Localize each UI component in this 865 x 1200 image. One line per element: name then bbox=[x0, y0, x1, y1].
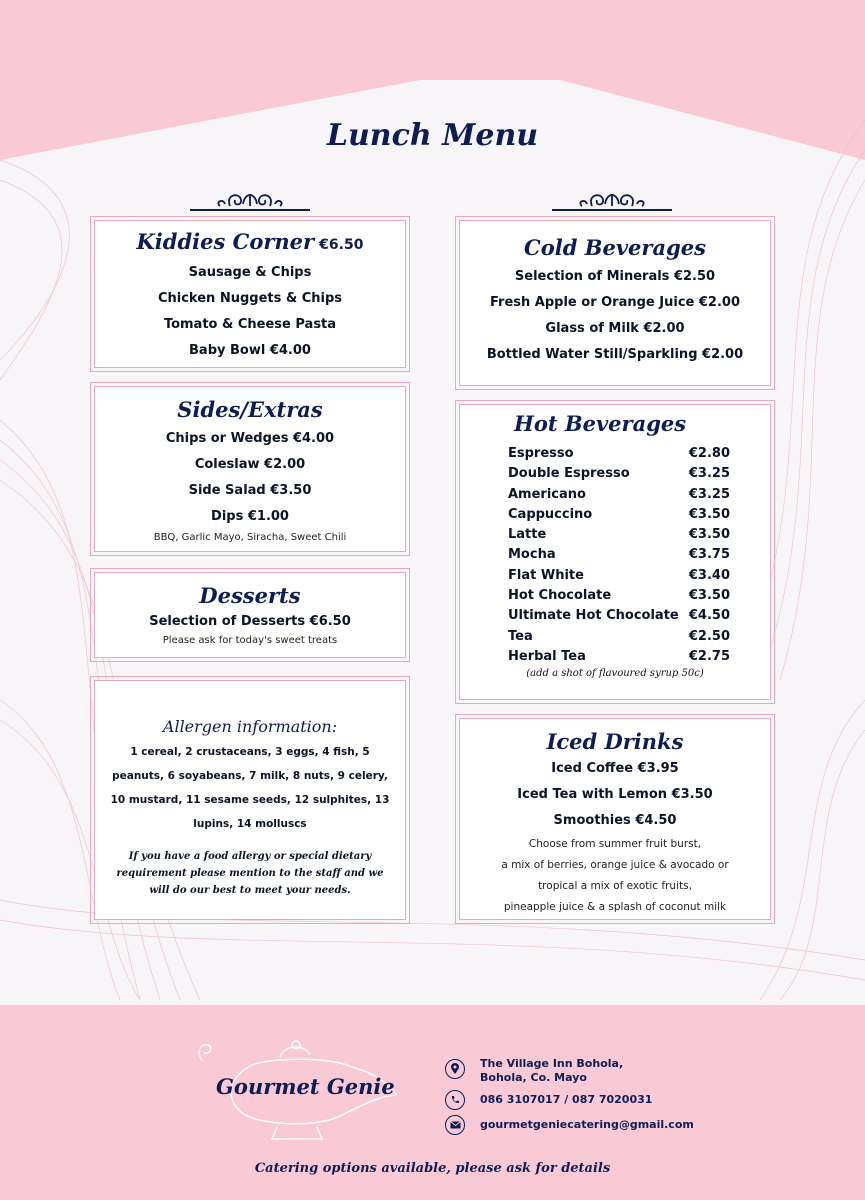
menu-item: Iced Tea with Lemon €3.50 bbox=[517, 787, 713, 802]
menu-row bbox=[508, 444, 730, 464]
menu-item: Chicken Nuggets & Chips bbox=[157, 291, 343, 306]
item-price: €3.40 bbox=[688, 567, 730, 583]
item-price: €2.75 bbox=[688, 648, 730, 664]
menu-row bbox=[508, 627, 730, 647]
smoothie-note: a mix of berries, orange juice & avocado or bbox=[501, 859, 729, 871]
hot-beverages-section bbox=[459, 404, 771, 700]
menu-item: Glass of Milk €2.00 bbox=[545, 321, 685, 336]
section-heading: Kiddies Corner bbox=[136, 229, 315, 254]
menu-row bbox=[508, 586, 730, 606]
menu-row bbox=[508, 647, 730, 667]
menu-row bbox=[508, 525, 730, 545]
section-heading: Desserts bbox=[199, 583, 301, 608]
email-link[interactable]: gourmetgeniecatering@gmail.com bbox=[480, 1118, 694, 1131]
menu-item: Sausage & Chips bbox=[188, 265, 312, 280]
menu-item: Bottled Water Still/Sparkling €2.00 bbox=[486, 347, 744, 362]
menu-row bbox=[508, 545, 730, 565]
item-name: Americano bbox=[508, 486, 586, 502]
item-price: €2.50 bbox=[688, 628, 730, 644]
mail-icon bbox=[445, 1115, 465, 1135]
smoothie-note: pineapple juice & a splash of coconut milk bbox=[503, 901, 727, 913]
address-line: The Village Inn Bohola, bbox=[480, 1057, 624, 1070]
menu-item: Smoothies €4.50 bbox=[553, 813, 677, 828]
menu-item: Coleslaw €2.00 bbox=[194, 457, 306, 472]
phone-number[interactable]: 086 3107017 / 087 7020031 bbox=[480, 1093, 653, 1106]
section-heading: Iced Drinks bbox=[546, 729, 684, 754]
address-line: Bohola, Co. Mayo bbox=[480, 1071, 587, 1084]
menu-row bbox=[508, 505, 730, 525]
menu-row bbox=[508, 464, 730, 484]
location-pin-icon bbox=[445, 1059, 465, 1079]
dips-note: BBQ, Garlic Mayo, Siracha, Sweet Chili bbox=[153, 532, 347, 543]
page-title: Lunch Menu bbox=[326, 118, 539, 153]
menu-item: Side Salad €3.50 bbox=[188, 483, 312, 498]
kiddies-corner-section bbox=[94, 220, 406, 368]
smoothie-note: Choose from summer fruit burst, bbox=[528, 838, 702, 850]
section-heading: Cold Beverages bbox=[524, 235, 706, 260]
menu-item: Chips or Wedges €4.00 bbox=[165, 431, 335, 446]
menu-item: Dips €1.00 bbox=[211, 509, 289, 524]
allergen-heading: Allergen information: bbox=[162, 717, 338, 736]
menu-item: Iced Coffee €3.95 bbox=[551, 761, 679, 776]
item-name: Hot Chocolate bbox=[508, 588, 612, 604]
menu-item: Fresh Apple or Orange Juice €2.00 bbox=[490, 295, 740, 310]
allergen-note: If you have a food allergy or special dietary requirement please mention to the staff and we will do our best to meet your needs. bbox=[116, 851, 384, 896]
item-name: Double Espresso bbox=[508, 466, 630, 482]
item-price: €3.50 bbox=[688, 588, 730, 604]
iced-drinks-section bbox=[459, 718, 771, 920]
menu-row bbox=[508, 485, 730, 505]
item-price: €3.50 bbox=[688, 527, 730, 543]
brand-name: Gourmet Genie bbox=[216, 1074, 395, 1099]
item-price: €3.50 bbox=[688, 506, 730, 522]
item-name: Mocha bbox=[508, 547, 556, 563]
cold-beverages-section bbox=[459, 220, 771, 386]
menu-item: Selection of Minerals €2.50 bbox=[514, 269, 716, 284]
smoothie-note: tropical a mix of exotic fruits, bbox=[538, 880, 692, 892]
item-name: Cappuccino bbox=[508, 506, 593, 522]
item-price: €3.75 bbox=[688, 547, 730, 563]
allergen-section bbox=[94, 680, 406, 920]
section-heading: Hot Beverages bbox=[514, 411, 687, 436]
item-price: €2.80 bbox=[688, 446, 730, 461]
section-price: €6.50 bbox=[319, 237, 364, 253]
item-name: Ultimate Hot Chocolate bbox=[508, 608, 679, 624]
menu-item: Baby Bowl €4.00 bbox=[189, 343, 311, 358]
menu-item: Tomato & Cheese Pasta bbox=[163, 317, 337, 332]
phone-icon bbox=[445, 1090, 465, 1110]
sides-extras-section bbox=[94, 386, 406, 552]
item-name: Flat White bbox=[508, 567, 584, 583]
item-name: Tea bbox=[508, 628, 533, 644]
item-price: €3.25 bbox=[688, 466, 730, 482]
desserts-note: Please ask for today's sweet treats bbox=[162, 635, 338, 646]
item-name: Latte bbox=[508, 527, 547, 543]
allergen-list: 1 cereal, 2 crustaceans, 3 eggs, 4 fish, 5 peanuts, 6 soyabeans, 7 milk, 8 nuts, 9 celery, 10 mustard, 11 sesame seeds, 12 sulphites, 13 lupins, 14 molluscs bbox=[110, 746, 390, 830]
syrup-note: (add a shot of flavoured syrup 50c) bbox=[526, 668, 704, 680]
item-price: €4.50 bbox=[688, 608, 730, 624]
desserts-section bbox=[94, 572, 406, 658]
menu-row bbox=[508, 566, 730, 586]
menu-row bbox=[508, 606, 730, 626]
item-price: €3.25 bbox=[688, 486, 730, 502]
item-name: Espresso bbox=[508, 446, 574, 461]
menu-item: Selection of Desserts €6.50 bbox=[149, 614, 351, 629]
ornament-icon bbox=[547, 186, 677, 216]
section-heading: Sides/Extras bbox=[177, 397, 323, 422]
item-name: Herbal Tea bbox=[508, 648, 586, 664]
ornament-icon bbox=[185, 186, 315, 216]
footer-tagline: Catering options available, please ask for details bbox=[254, 1161, 611, 1176]
